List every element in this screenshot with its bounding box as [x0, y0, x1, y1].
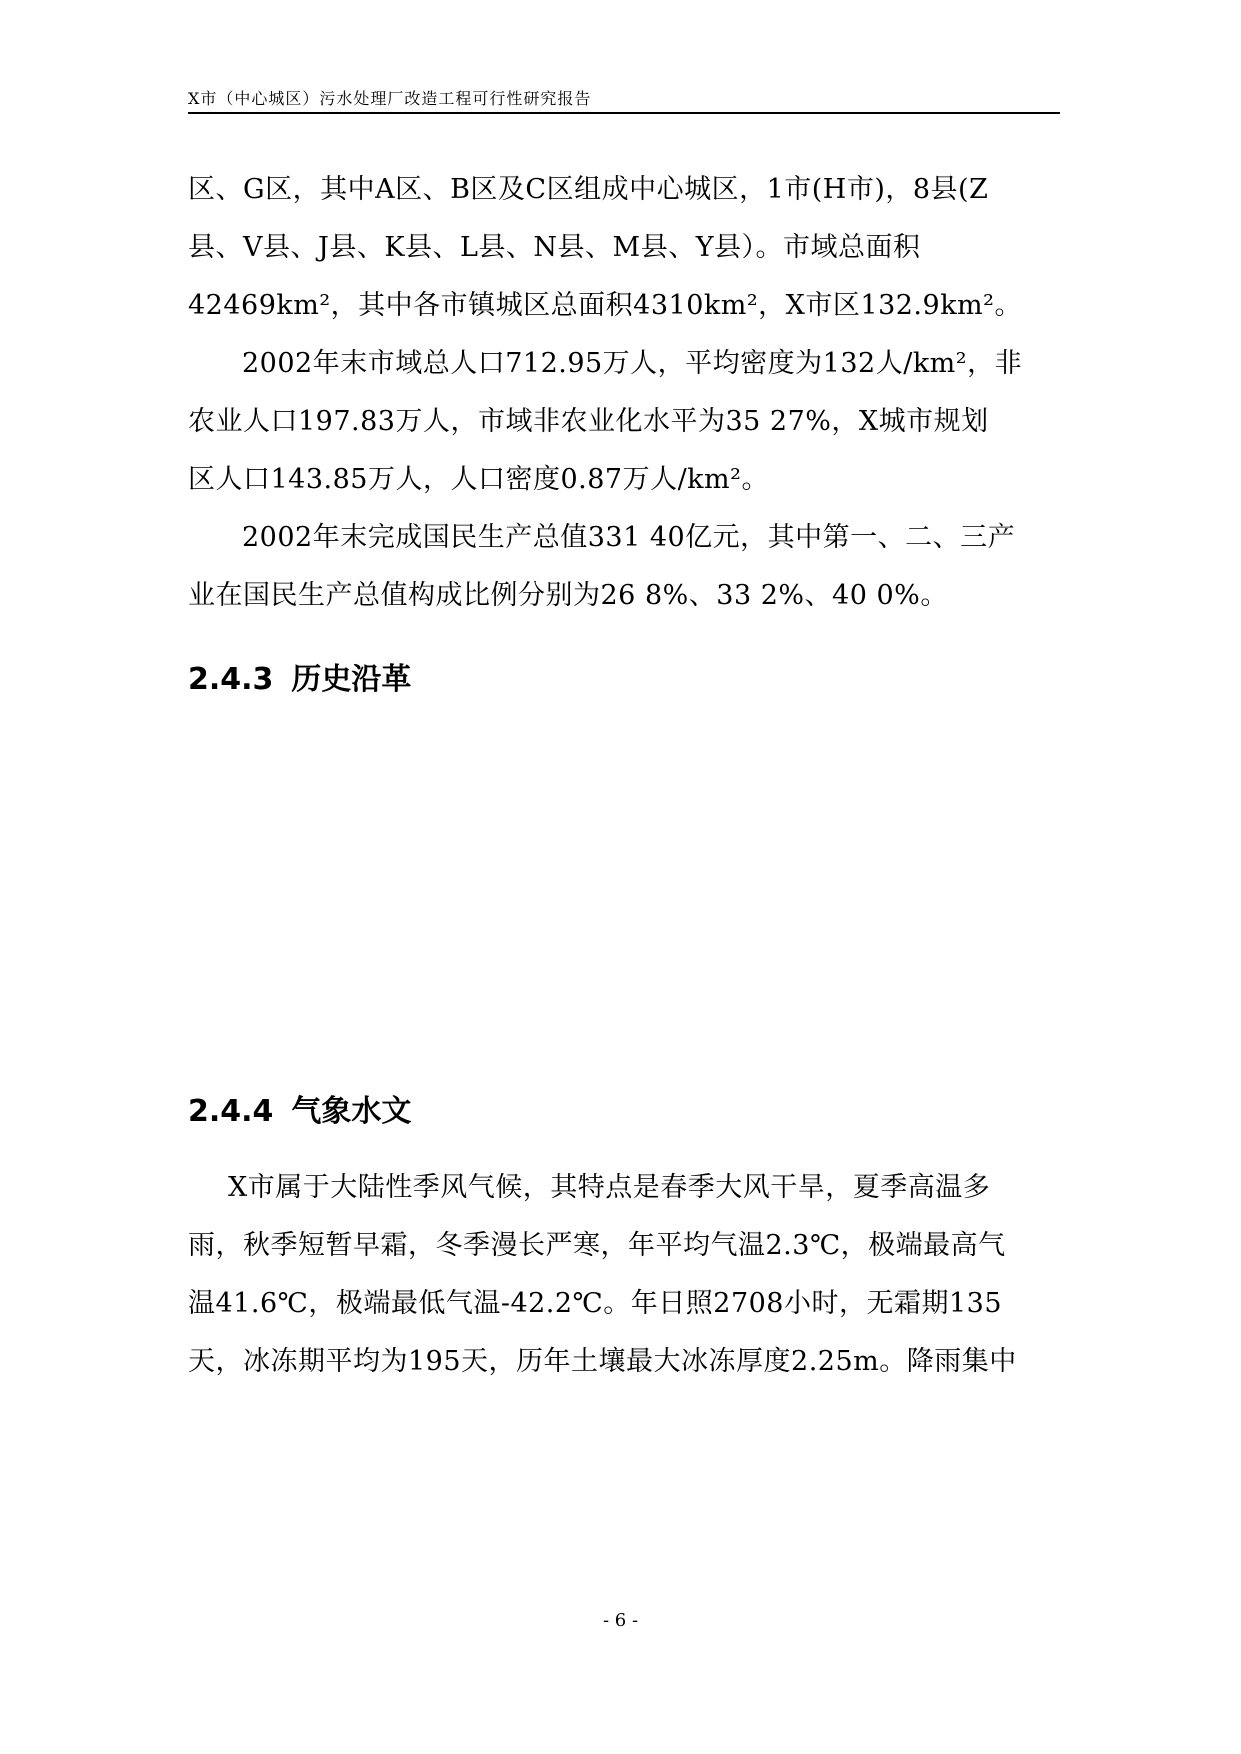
- text-line: 天，冰冻期平均为195天，历年土壤最大冰冻厚度2.25m。降雨集中: [188, 1346, 1017, 1377]
- page-number: - 6 -: [602, 1610, 639, 1631]
- section-title: 历史沿革: [291, 662, 412, 697]
- running-header: X市（中心城区）污水处理厂改造工程可行性研究报告: [188, 89, 592, 108]
- text-line: 区、G区，其中A区、B区及C区组成中心城区，1市(H市)，8县(Z: [188, 174, 989, 205]
- text-line: 2002年末完成国民生产总值331 40亿元，其中第一、二、三产: [242, 522, 1016, 553]
- text-line: 业在国民生产总值构成比例分别为26 8%、33 2%、40 0%。: [188, 580, 948, 611]
- section-heading-history: [188, 660, 411, 700]
- text-line: 42469km²，其中各市镇城区总面积4310km²，X市区132.9km²。: [188, 290, 1022, 321]
- header-rule: [188, 112, 1060, 114]
- text-line: 温41.6℃，极端最低气温-42.2℃。年日照2708小时，无霜期135: [188, 1288, 1003, 1319]
- text-line: X市属于大陆性季风气候，其特点是春季大风干旱，夏季高温多: [228, 1172, 991, 1203]
- text-line: 农业人口197.83万人，市域非农业化水平为35 27%，X城市规划: [188, 406, 989, 437]
- section-number: 2.4.3: [188, 662, 274, 697]
- text-line: 县、V县、J县、K县、L县、N县、M县、Y县）。市域总面积: [188, 232, 921, 263]
- text-line: 区人口143.85万人，人口密度0.87万人/km²。: [188, 464, 769, 495]
- text-line: 雨，秋季短暂早霜，冬季漫长严寒，年平均气温2.3℃，极端最高气: [188, 1230, 1006, 1261]
- section-heading-climate: [188, 1092, 411, 1132]
- section-number: 2.4.4: [188, 1094, 274, 1129]
- text-line: 2002年末市域总人口712.95万人，平均密度为132人/km²，非: [242, 348, 1023, 379]
- section-title: 气象水文: [291, 1094, 412, 1129]
